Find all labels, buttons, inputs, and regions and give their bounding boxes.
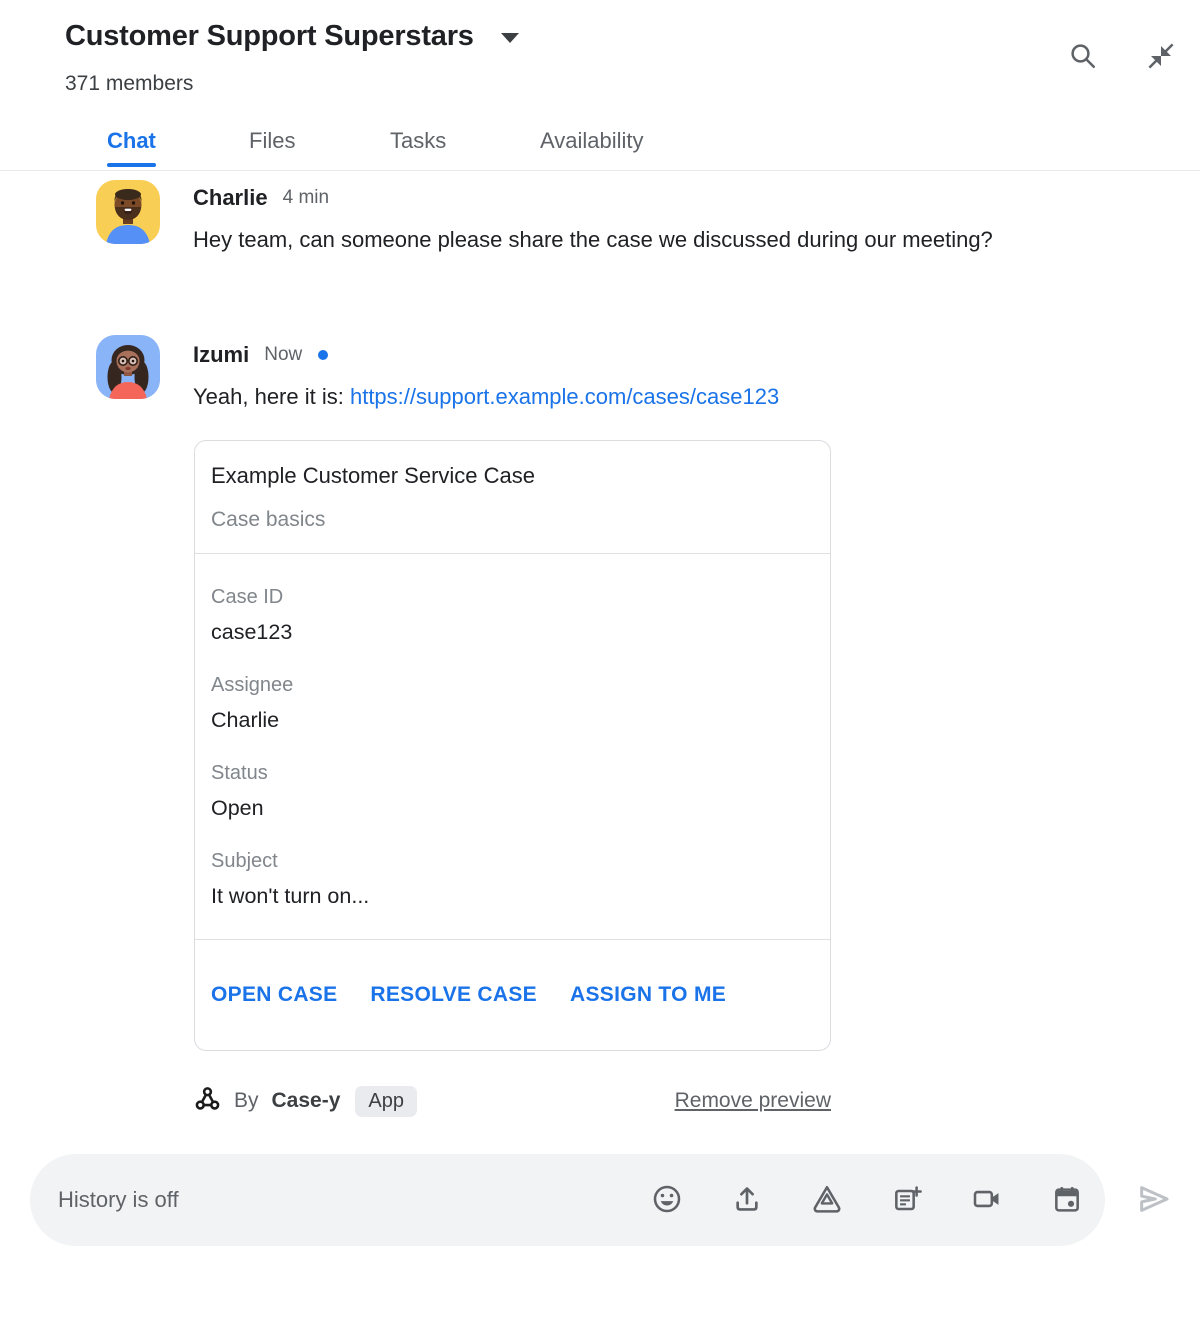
page-title: Customer Support Superstars xyxy=(65,20,474,52)
field-label: Assignee xyxy=(211,674,294,696)
search-icon xyxy=(1068,41,1098,74)
message-text-prefix: Yeah, here it is: xyxy=(193,384,350,409)
field-value: It won't turn on... xyxy=(211,884,370,908)
compose-bar xyxy=(30,1154,1105,1246)
case-link[interactable]: https://support.example.com/cases/case123 xyxy=(349,384,780,409)
calendar-button[interactable] xyxy=(1051,1184,1083,1216)
card-field-status xyxy=(211,761,814,822)
link-preview-card xyxy=(194,440,831,1051)
message-sender[interactable]: Izumi xyxy=(193,342,250,367)
field-value: Open xyxy=(211,796,264,820)
card-subtitle: Case basics xyxy=(211,508,326,531)
message-time: 4 min xyxy=(282,187,330,208)
field-value: Charlie xyxy=(211,708,280,732)
tab-chat[interactable]: Chat xyxy=(107,128,156,167)
search-button[interactable] xyxy=(1066,40,1100,74)
tab-files[interactable]: Files xyxy=(249,128,296,153)
field-value: case123 xyxy=(211,620,293,644)
send-icon xyxy=(1134,1179,1174,1222)
emoji-icon xyxy=(651,1183,683,1218)
event-note-icon xyxy=(891,1183,923,1218)
videocam-button[interactable] xyxy=(971,1184,1003,1216)
field-label: Subject xyxy=(211,850,278,872)
videocam-icon xyxy=(971,1183,1003,1218)
card-field-assignee xyxy=(211,673,814,734)
message-text: Hey team, can someone please share the case we discussed during our meeting? xyxy=(193,227,993,252)
card-title: Example Customer Service Case xyxy=(211,463,536,488)
field-label: Case ID xyxy=(211,586,284,608)
upload-button[interactable] xyxy=(731,1184,763,1216)
avatar-charlie[interactable] xyxy=(96,180,160,244)
drive-button[interactable] xyxy=(811,1184,843,1216)
compose-input[interactable]: History is off xyxy=(58,1187,179,1212)
emoji-button[interactable] xyxy=(651,1184,683,1216)
presence-dot xyxy=(318,350,328,360)
remove-preview-link[interactable]: Remove preview xyxy=(674,1089,831,1112)
header-divider xyxy=(0,170,1200,171)
collapse-button[interactable] xyxy=(1144,40,1178,74)
collapse-icon xyxy=(1146,41,1176,74)
send-button[interactable] xyxy=(1130,1178,1178,1222)
app-badge: App xyxy=(355,1086,417,1117)
field-label: Status xyxy=(211,762,268,784)
tab-bar xyxy=(0,124,1200,171)
webhook-icon xyxy=(194,1085,221,1117)
tab-tasks[interactable]: Tasks xyxy=(390,128,447,153)
calendar-icon xyxy=(1051,1183,1083,1218)
message-sender[interactable]: Charlie xyxy=(193,185,268,210)
member-count: 371 members xyxy=(65,72,194,95)
message-time: Now xyxy=(264,344,303,365)
avatar-izumi[interactable] xyxy=(96,335,160,399)
chevron-down-icon[interactable] xyxy=(500,31,520,49)
event-note-button[interactable] xyxy=(891,1184,923,1216)
message-text xyxy=(193,377,1098,417)
upload-icon xyxy=(731,1183,763,1218)
attribution-by: By xyxy=(234,1089,259,1112)
tab-availability[interactable]: Availability xyxy=(540,128,644,153)
card-field-subject xyxy=(211,849,814,910)
card-field-case-id xyxy=(211,585,814,646)
open-case-button[interactable]: OPEN CASE xyxy=(211,983,338,1006)
resolve-case-button[interactable]: RESOLVE CASE xyxy=(370,983,537,1006)
assign-to-me-button[interactable]: ASSIGN TO ME xyxy=(569,983,727,1006)
attribution-app-name: Case-y xyxy=(271,1089,341,1112)
drive-icon xyxy=(811,1183,843,1218)
